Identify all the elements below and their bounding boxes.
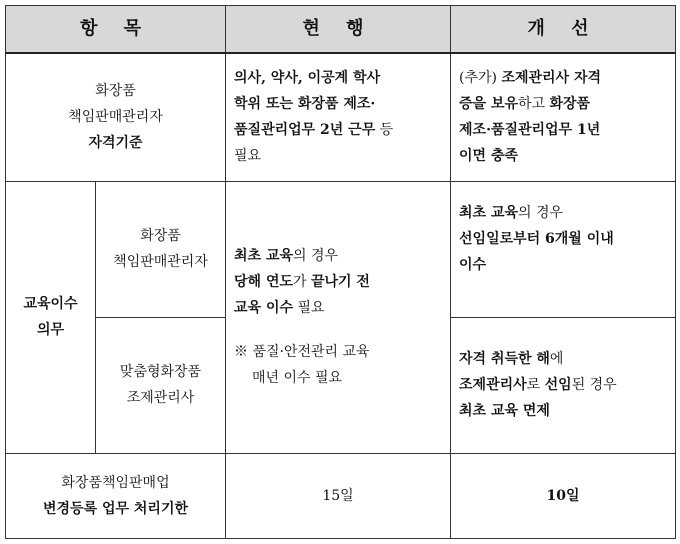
text: 등 bbox=[375, 122, 394, 139]
text-bold: 이수 bbox=[459, 256, 487, 273]
label-line: 자격기준 bbox=[88, 135, 143, 152]
text: 의 경우 bbox=[518, 204, 564, 221]
text-bold: 최초 교육 bbox=[234, 248, 293, 264]
text-bold: 끝나기 전 bbox=[310, 274, 370, 290]
education-current bbox=[226, 181, 451, 453]
header-item: 항 목 bbox=[6, 6, 226, 54]
text-bold: 당해 연도 bbox=[234, 274, 293, 290]
qualification-improved bbox=[451, 53, 676, 181]
text-bold: 선임일로부터 6개월 이내 bbox=[459, 230, 614, 247]
qualification-current bbox=[226, 53, 451, 181]
text: 에 bbox=[549, 351, 564, 367]
label-line: 조제관리사 bbox=[126, 390, 195, 406]
row-qualification bbox=[6, 53, 676, 181]
text-bold: 자격 취득한 해 bbox=[459, 351, 550, 367]
row-education-1 bbox=[6, 181, 676, 317]
text: ※ 품질·안전관리 교육 bbox=[234, 344, 370, 360]
text-bold: 화장품 제조· bbox=[297, 96, 376, 113]
text: (추가) bbox=[459, 70, 502, 87]
text-bold: 최초 교육 bbox=[459, 204, 518, 221]
deadline-improved: 10일 bbox=[451, 453, 676, 539]
deadline-label bbox=[6, 453, 226, 539]
text-bold: 증을 보유 bbox=[459, 96, 518, 113]
text: 가 bbox=[293, 274, 311, 290]
text-bold: 이면 충족 bbox=[459, 148, 518, 165]
label-line: 책임판매관리자 bbox=[113, 254, 208, 270]
text-bold: 품질관리업무 2년 근무 bbox=[234, 122, 376, 139]
text: 매년 이수 필요 bbox=[252, 370, 343, 386]
label-line: 책임판매관리자 bbox=[68, 109, 163, 126]
label-line: 의무 bbox=[36, 322, 65, 338]
education-improved-1 bbox=[451, 181, 676, 317]
education-note bbox=[234, 339, 442, 391]
label-line: 화장품 bbox=[95, 83, 136, 100]
label-line: 화장품책임판매업 bbox=[61, 474, 170, 491]
text-bold: 학위 또는 bbox=[234, 96, 298, 113]
label-line: 교육이수 bbox=[23, 296, 78, 312]
text-bold: 교육 이수 bbox=[234, 300, 293, 316]
row-processing-deadline bbox=[6, 453, 676, 539]
education-group-label bbox=[6, 181, 96, 453]
text-bold: 선임 bbox=[544, 377, 572, 393]
label-line: 변경등록 업무 처리기한 bbox=[43, 500, 188, 517]
text-bold: 최초 교육 면제 bbox=[459, 403, 550, 419]
text-bold: 화장품 bbox=[549, 96, 591, 113]
text: 필요 bbox=[234, 148, 262, 165]
education-sub-label-2 bbox=[96, 317, 226, 453]
qualification-label bbox=[6, 53, 226, 181]
header-row bbox=[6, 6, 676, 54]
text: 로 bbox=[526, 377, 545, 393]
header-improved: 개 선 bbox=[451, 6, 676, 54]
text-bold: 조제관리사 bbox=[459, 377, 527, 393]
label-line: 화장품 bbox=[140, 228, 181, 244]
text: 의 경우 bbox=[293, 248, 339, 264]
education-sub-label-1 bbox=[96, 181, 226, 317]
header-current: 현 행 bbox=[226, 6, 451, 54]
text-bold: 제조·품질관리업무 1년 bbox=[459, 122, 601, 139]
text-bold: 의사, 약사, 이공계 학사 bbox=[234, 70, 381, 87]
text: 된 경우 bbox=[571, 377, 617, 393]
text: 필요 bbox=[293, 300, 325, 316]
deadline-current: 15일 bbox=[226, 453, 451, 539]
text: 하고 bbox=[518, 96, 550, 113]
text-bold: 조제관리사 자격 bbox=[501, 70, 601, 87]
comparison-table bbox=[5, 5, 676, 539]
education-improved-2 bbox=[451, 317, 676, 453]
label-line: 맞춤형화장품 bbox=[119, 364, 202, 380]
